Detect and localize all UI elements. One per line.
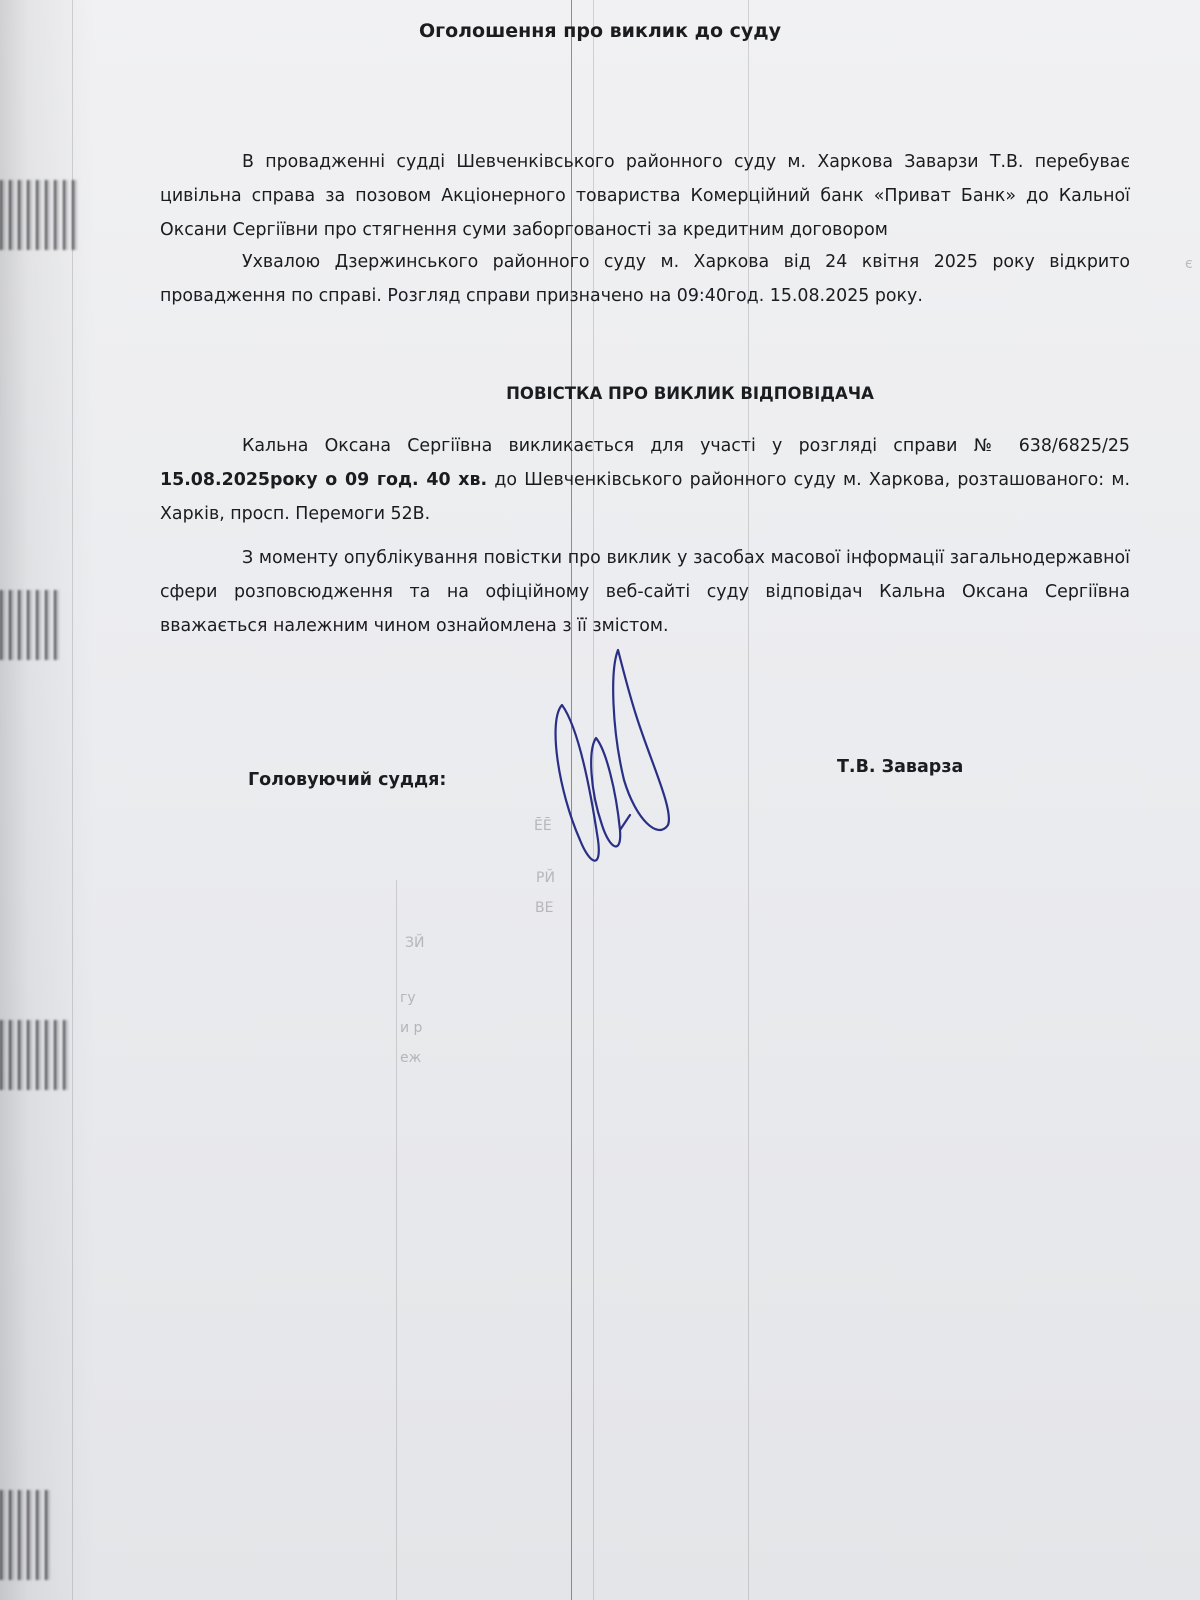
summons-paragraph-1 — [160, 429, 1130, 531]
scan-smear — [0, 180, 80, 250]
scan-line — [72, 0, 73, 1600]
bleed-through-mark: ВЕ — [535, 900, 554, 916]
bleed-through-mark: гу — [400, 990, 416, 1006]
intro-paragraph-2 — [160, 245, 1130, 313]
bleed-through-mark: РЙ — [536, 870, 555, 886]
intro-paragraph-2-text: Ухвалою Дзержинського районного суду м. Харкова від 24 квітня 2025 року відкрито провадження по справі. Розгляд справи призначено на 09:40год. 15.08.2025 року. — [160, 252, 1130, 306]
signature-stroke — [556, 650, 669, 861]
scan-line — [396, 880, 397, 1600]
scan-smear — [0, 1490, 50, 1580]
hearing-datetime: 15.08.2025року о 09 год. 40 хв. — [160, 470, 488, 490]
bleed-through-mark: ЗЙ — [405, 935, 425, 951]
presiding-judge-label: Головуючий суддя: — [248, 770, 447, 790]
intro-paragraph-1 — [160, 145, 1130, 247]
summons-paragraph-1-end: до Шевченківського районного суду м. Харкова, розташованого: м. Харків, просп. Перемоги 52В. — [160, 470, 1131, 524]
summons-paragraph-2 — [160, 541, 1130, 643]
bleed-through-mark: еж — [400, 1050, 422, 1066]
scan-smear — [0, 590, 60, 660]
bleed-through-mark: ĒĒ — [534, 818, 552, 834]
summons-paragraph-1-start: Кальна Оксана Сергіївна викликається для участі у розгляді справи № 638/6825/25 — [242, 436, 1130, 456]
intro-paragraph-1-text: В провадженні судді Шевченківського районного суду м. Харкова Заварзи Т.В. перебуває цивільна справа за позовом Акціонерного товариства Комерційний банк «Приват Банк» до Кальної Оксани Сергіївни про стягнення суми заборгованості за кредитним договором — [160, 152, 1130, 240]
bleed-through-mark: и р — [400, 1020, 423, 1036]
scan-smear — [0, 1020, 70, 1090]
document-title: Оголошення про виклик до суду — [419, 20, 781, 42]
judge-name: Т.В. Заварза — [837, 757, 964, 777]
bleed-through-mark: є — [1185, 256, 1193, 272]
summons-heading: ПОВІСТКА ПРО ВИКЛИК ВІДПОВІДАЧА — [506, 384, 874, 403]
summons-paragraph-2-text: З моменту опублікування повістки про виклик у засобах масової інформації загальнодержавної сфери розповсюдження та на офіційному веб-сайті суду відповідач Кальна Оксана Сергіївна вважається належним чином ознайомлена з її змістом. — [160, 548, 1130, 636]
handwritten-signature — [540, 640, 700, 900]
